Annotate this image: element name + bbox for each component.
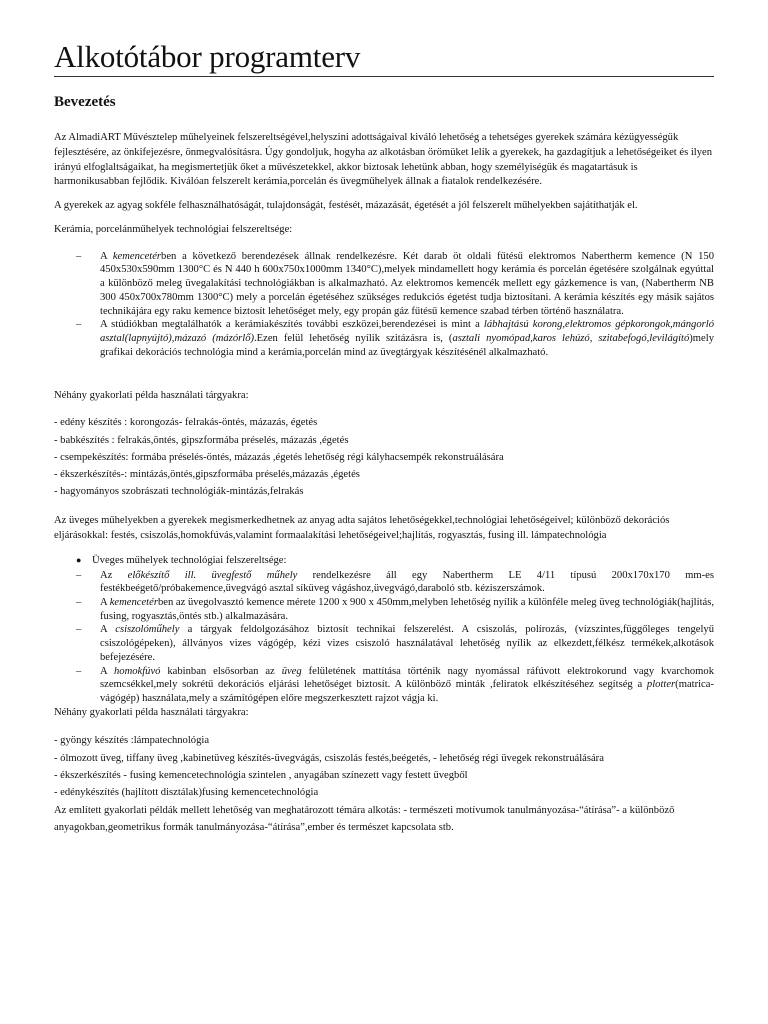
- list-item: – A homokfúvó kabinban elsősorban az üveg felületének mattítása történik nagy nyomással ráfúvott elektrokorund vagy kvarchomok szemcsékkel,mely sokrétű dekorációs eljárási lehetőséget biztosít. A különböző minták ,feliratok elkészítéséhez segítség a plotter(matrica-vágógép) használata,mely a számítógépen előre megszerkesztett rajzot vágja ki.: [76, 665, 715, 704]
- list-item: - ólmozott üveg, tiffany üveg ,kabinetüveg készítés-üvegvágás, csiszolás festés,beégetés, - lehetőség régi üvegek rekonstruálására: [54, 752, 604, 764]
- section-heading: Bevezetés: [54, 94, 116, 110]
- list-item: - gyöngy készítés :lámpatechnológia: [54, 735, 210, 747]
- list-item: - csempekészítés: formába préselés-öntés, mázazás ,égetés lehetőség régi kályhacsempék rekonstruálására: [54, 451, 504, 463]
- glass-paragraph: Az üveges műhelyekben a gyerekek megismerkedhetnek az anyag adta sajátos lehetőségekkel,technológiai lehetőségeivel; különböző dekorációs eljárásokkal: festés, csiszolás,homokfúvás,valamint formaalakítási lehetőségeivel;hajlítás, rogyasztás, fusing ill. lámpatechnológia: [54, 514, 670, 542]
- intro-paragraph-2: A gyerekek az agyag sokféle felhasználhatóságát, tulajdonságát, festését, mázazását, égetését a jól felszerelt műhelyekben sajátíthatják el.: [54, 200, 638, 212]
- examples-list-2: [54, 732, 714, 801]
- list-item: - edénykészítés (hajlított disztálak)fusing kemencetechnológia: [54, 787, 319, 799]
- list-item: – A stúdiókban megtalálhatók a kerámiakészítés további eszközei,berendezései is mint a lábhajtású korong,elektromos gépkorongok,mángorló asztal(lapnyújtó),mázazó (mázórlő).Ezen felül lehetőség nyílik szitázásra is, (asztali nyomópad,karos lehúzó, szitabefogó,levilágító)mely grafikai dekorációs technológia mind a kerámia,porcelán mind az üvegtárgyak készítésénél alkalmazható.: [76, 319, 714, 358]
- list-item: – A csiszolóműhely a tárgyak feldolgozásához biztosít technikai felszerelést. A csiszolás, polírozás, (vízszintes,függőleges tengelyű csiszológépeken), állványos vizes vágógép, kézi vizes csiszoló használatával lehetőség nyílik az elkezdett,félkész termékek,alkotások befejezésére.: [76, 624, 714, 663]
- list-item: - hagyományos szobrászati technológiák-mintázás,felrakás: [54, 486, 304, 498]
- glass-equipment-list: [54, 569, 714, 706]
- intro-paragraph: Az AlmadiART Művésztelep műhelyeinek felszereltségével,helyszini adottságaival kiváló lehetőség a tehetséges gyerekek számára kézügyességük fejlesztésére, az önkifejezésre, önmegvalósításra. Úgy gondoljuk, hogyha az alkotásban örömüket lelik a gyerekek, ha gazdagítjuk a lehetőségeiket és ilyen irányú elfoglaltságaikat, ha megismertetjük őket a művészetekkel, akkor biztosak lehetünk abban, hogy személyiségük és magatartásuk is harmonikusabban fejlődik. Kiválóan felszerelt kerámia,porcelán és üvegműhelyek állnak a fiatalok rendelkezésére.: [54, 132, 713, 188]
- list-item: - ékszerkészítés-: mintázás,öntés,gipszformába préselés,mázazás ,égetés: [54, 469, 360, 481]
- examples-heading-2: Néhány gyakorlati példa használati tárgyakra:: [54, 706, 249, 718]
- list-item: – A kemencetérben a következő berendezések állnak rendelkezésre. Két darab öt oldali fűtésű elektromos Nabertherm kemence (N 150 450x530x590mm 1300°C és N 440 h 600x750x1000mm 1340°C),melyek mindamellett hogy kerámia és porcelán égetésére szolgálnak egyúttal a különböző meleg üvegalakítási technológiákban is alkalmazható. Az elektromos kemencék mellett egy gázkemence is van, (Nabertherm NB 300 450x700x780mm 1300°C) mely a porcelán égetéséhez szükséges redukciós égetést tudja biztosítani. A kerámia készítés egy másik sajátos technikájára egy raku kemence biztosít lehetőséget mely, egy propán gáz fűtésű kemence szabad térben történő használatra.: [76, 250, 714, 317]
- list-item: – Az előkészítő ill. üvegfestő műhely rendelkezésre áll egy Nabertherm LE 4/11 típusú 200x170x170 mm-es festékbeégető/próbakemence,üvegvágó asztal síküveg vágáshoz,üvegvágó,daraboló stb. kéziszerszámok.: [76, 569, 714, 595]
- bullet-icon: ●: [76, 554, 82, 565]
- glass-heading: ● Üveges műhelyek technológiai felszereltsége:: [76, 554, 287, 566]
- list-item: – A kemencetérben az üvegolvasztó kemence mérete 1200 x 900 x 450mm,melyben lehetőség nyílik a különféle meleg üveg technológiák(hajlítás, fusing, rogyasztás,öntés stb.) alkalmazására.: [76, 596, 714, 622]
- list-item: - babkészítés : felrakás,öntés, gipszformába préselés, mázazás ,égetés: [54, 434, 349, 446]
- list-item: - ékszerkészítés - fusing kemencetechnológia szintelen , anyagában színezett vagy festett üvegből: [54, 770, 468, 781]
- examples-heading: Néhány gyakorlati példa használati tárgyakra:: [54, 390, 249, 402]
- document-page: [54, 0, 714, 836]
- glass-heading-list: [54, 554, 714, 568]
- document-title: Alkotótábor programterv: [54, 40, 714, 77]
- examples-list: [54, 414, 714, 500]
- ceramic-equipment-list: [54, 250, 714, 360]
- closing-paragraph: Az említett gyakorlati példák mellett lehetőség van meghatározott témára alkotás: - természeti motívumok tanulmányozása-“átírása”- a különböző anyagokban,geometrikus formák tanulmányozása-“átírása”,ember és természet kapcsolata stb.: [54, 804, 675, 833]
- list-item: - edény készítés : korongozás- felrakás-öntés, mázazás, égetés: [54, 417, 318, 429]
- ceramic-heading: Kerámia, porcelánműhelyek technológiai felszereltsége:: [54, 223, 293, 235]
